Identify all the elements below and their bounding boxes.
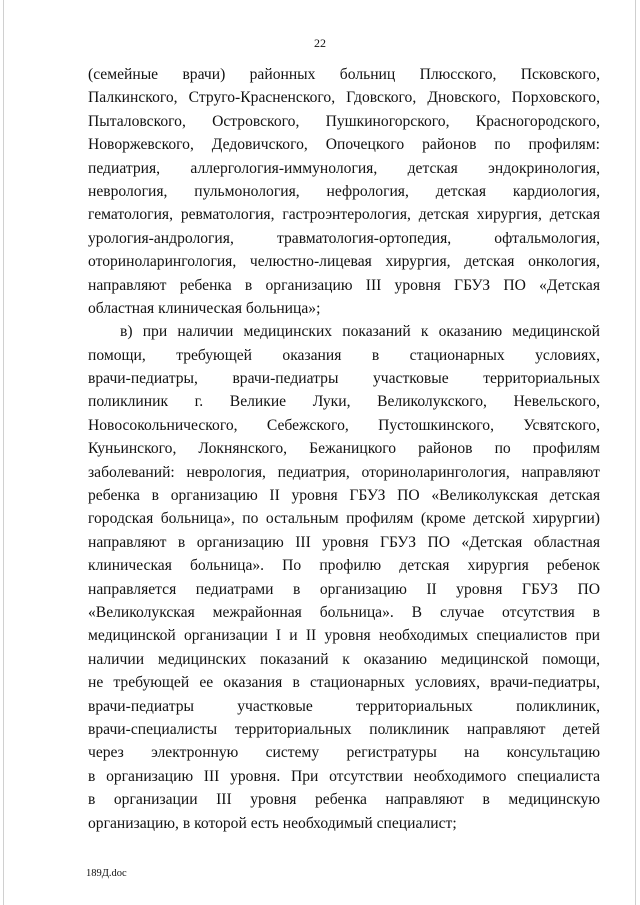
paragraph-item-v bbox=[88, 320, 600, 835]
text-line: урология-андрология, травматология-ортопедия, офтальмология, bbox=[88, 229, 600, 247]
text-line: гематология, ревматология, гастроэнтерология, детская хирургия, детская bbox=[88, 206, 600, 224]
text-line: (семейные врачи) районных больниц Плюсского, Псковского, bbox=[88, 66, 600, 83]
paragraph-continuation bbox=[88, 63, 600, 320]
text-line: Пыталовского, Островского, Пушкиногорского, Красногородского, bbox=[88, 112, 600, 130]
text-line: областная клиническая больница»; bbox=[88, 299, 321, 317]
text-line: направляется педиатрами в организацию II уровня ГБУЗ ПО bbox=[88, 580, 600, 598]
text-line: заболеваний: неврология, педиатрия, оториноларингология, направляют bbox=[88, 463, 600, 481]
text-line: не требующей ее оказания в стационарных условиях, врачи-педиатры, bbox=[88, 674, 600, 692]
scan-right-edge bbox=[635, 0, 636, 905]
scan-left-edge bbox=[3, 0, 4, 905]
text-line: наличии медицинских показаний к оказанию медицинской помощи, bbox=[88, 650, 600, 668]
text-line: помощи, требующей оказания в стационарных условиях, bbox=[88, 346, 600, 364]
text-line: городская больница», по остальным профилям (кроме детской хирургии) bbox=[88, 510, 600, 528]
text-line: направляют в организацию III уровня ГБУЗ ПО «Детская областная bbox=[88, 533, 600, 551]
page-number: 22 bbox=[314, 36, 326, 50]
text-line: ребенка в организацию II уровня ГБУЗ ПО «Великолукская детская bbox=[88, 487, 600, 505]
text-line: Куньинского, Локнянского, Бежаницкого районов по профилям bbox=[88, 440, 600, 458]
document-body bbox=[88, 63, 600, 835]
text-line: неврология, пульмонология, нефрология, детская кардиология, bbox=[88, 182, 600, 200]
text-line: педиатрия, аллергология-иммунология, детская эндокринология, bbox=[88, 159, 600, 177]
text-line: оториноларингология, челюстно-лицевая хирургия, детская онкология, bbox=[88, 253, 600, 271]
text-line: поликлиник г. Великие Луки, Великолукского, Невельского, bbox=[88, 393, 600, 411]
text-line: организацию, в которой есть необходимый специалист; bbox=[88, 814, 457, 832]
text-line: медицинской организации I и II уровня необходимых специалистов при bbox=[88, 627, 600, 645]
text-line: в) при наличии медицинских показаний к оказанию медицинской bbox=[120, 323, 600, 341]
text-line: клиническая больница». По профилю детская хирургия ребенок bbox=[88, 557, 600, 575]
text-line: врачи-специалисты территориальных поликлиник направляют детей bbox=[88, 720, 600, 738]
text-line: через электронную систему регистратуры на консультацию bbox=[88, 744, 600, 762]
text-line: Новоржевского, Дедовичского, Опочецкого районов по профилям: bbox=[88, 136, 600, 154]
text-line: «Великолукская межрайонная больница». В случае отсутствия в bbox=[88, 603, 600, 621]
text-line: врачи-педиатры, врачи-педиатры участковые территориальных bbox=[88, 370, 600, 388]
text-line: Палкинского, Струго-Красненского, Гдовского, Дновского, Порховского, bbox=[88, 89, 600, 107]
text-line: врачи-педиатры участковые территориальных поликлиник, bbox=[88, 697, 600, 715]
text-line: направляют ребенка в организацию III уровня ГБУЗ ПО «Детская bbox=[88, 276, 600, 294]
footer-filename: 189Д.doc bbox=[86, 868, 127, 879]
text-line: Новосокольнического, Себежского, Пустошкинского, Усвятского, bbox=[88, 416, 600, 434]
text-line: в организации III уровня ребенка направляют в медицинскую bbox=[88, 791, 600, 809]
text-line: в организацию III уровня. При отсутствии необходимого специалиста bbox=[88, 767, 600, 785]
